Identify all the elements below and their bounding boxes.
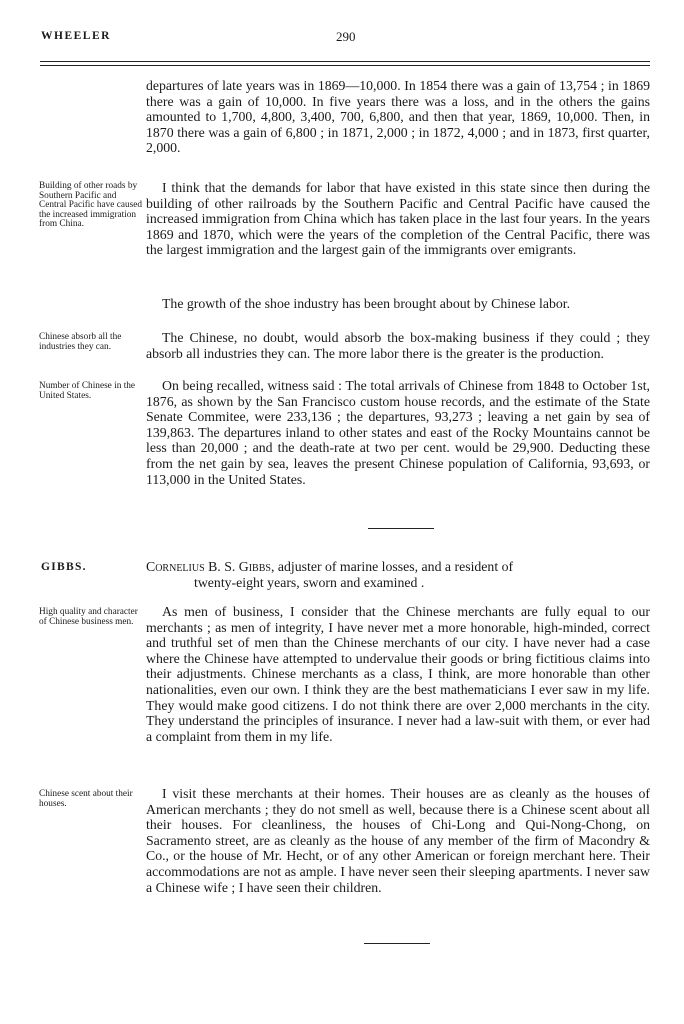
witness-intro-text: , adjuster of marine losses, and a resident of [270, 559, 514, 574]
witness-introduction [146, 559, 650, 590]
header-rule-bottom [40, 65, 650, 66]
running-title: WHEELER [41, 30, 111, 42]
margin-note-absorb: Chinese absorb all the industries they can. [39, 332, 122, 352]
paragraph-houses: I visit these merchants at their homes. Their houses are as cleanly as the houses of American merchants ; they do not smell as well, because there is a Chinese scent about all their houses. For cleanliness, the houses of Chi-Long and Qui-Nong-Chong, on Sacramento street, are as cleanly as the house of any member of the firm of Macondry & Co., or the house of Mr. Hecht, or of any other American or foreign merchant here. Their accommodations are not as ample. I have never seen their sleeping apartments. I never saw a Chinese wife ; I have seen their children. [146, 786, 650, 895]
end-divider [364, 943, 430, 944]
margin-note-merchants: High quality and character of Chinese business men. [39, 607, 138, 627]
paragraph-shoe-industry: The growth of the shoe industry has been brought about by Chinese labor. [162, 296, 571, 311]
margin-note-scent: Chinese scent about their houses. [39, 789, 133, 809]
witness-name: Cornelius B. S. Gibbs [146, 559, 271, 574]
paragraph-box-making: The Chinese, no doubt, would absorb the box-making business if they could ; they absorb all industries they can. The more labor there is the greater is the production. [146, 330, 650, 361]
header-rule-top [40, 61, 650, 62]
page-number: 290 [336, 29, 356, 44]
section-divider [368, 528, 434, 529]
margin-note-number: Number of Chinese in the United States. [39, 381, 136, 401]
witness-intro-continued: twenty-eight years, sworn and examined . [194, 574, 425, 590]
paragraph-merchants: As men of business, I consider that the Chinese merchants are fully equal to our merchants ; as men of integrity, I have never met a more honorable, high-minded, correct and truthful set of men than the Chinese merchants of our city. I have never had a case where the Chinese have attempted to undervalue their goods or bring fictitious claims into their adjustments. Chinese merchants as a class, I think, are more honorable than other nationalities, even our own. I think they are the best mathematicians I ever saw in my life. They would make good citizens. I do not think there are over 2,000 merchants in the city. They understand the principles of insurance. I never had a law-suit with them, or ever had a complaint from them in my life. [146, 604, 650, 744]
paragraph-railroads: I think that the demands for labor that have existed in this state since then during the building of other railroads by the Southern Pacific and Central Pacific have caused the increased immigration from China which has taken place in the last four years. In the years 1869 and 1870, which were the years of the completion of the Central Pacific, there was the largest immigration and the largest gain of the immigrants over emigrants. [146, 180, 650, 258]
speaker-heading: GIBBS. [41, 561, 87, 573]
margin-note-railroads: Building of other roads by Southern Pacific and Central Pacific have caused the increased immigration from China. [39, 181, 142, 230]
paragraph-departures: departures of late years was in 1869—10,000. In 1854 there was a gain of 13,754 ; in 1869 there was a gain of 10,000. In five years there was a loss, and in the others the gains amounted to 1,700, 4,800, 3,400, 700, 6,800, and then that year, 1869, 10,000. Then, in 1870 there was a gain of 6,800 ; in 1871, 2,000 ; in 1872, 4,000 ; and in 1873, first quarter, 2,000. [146, 78, 650, 156]
paragraph-arrivals: On being recalled, witness said : The total arrivals of Chinese from 1848 to October 1st, 1876, as shown by the San Francisco custom house records, and the estimate of the State Senate Commitee, were 233,136 ; the departures, 93,273 ; leaving a net gain by sea of 139,863. The departures inland to other states and east of the Rocky Mountains cannot be less than 20,000 ; and the death-rate at two per cent. would be 29,900. Deducting these from the net gain by sea, leaves the present Chinese population of California, 93,693, or 113,000 in the United States. [146, 378, 650, 487]
